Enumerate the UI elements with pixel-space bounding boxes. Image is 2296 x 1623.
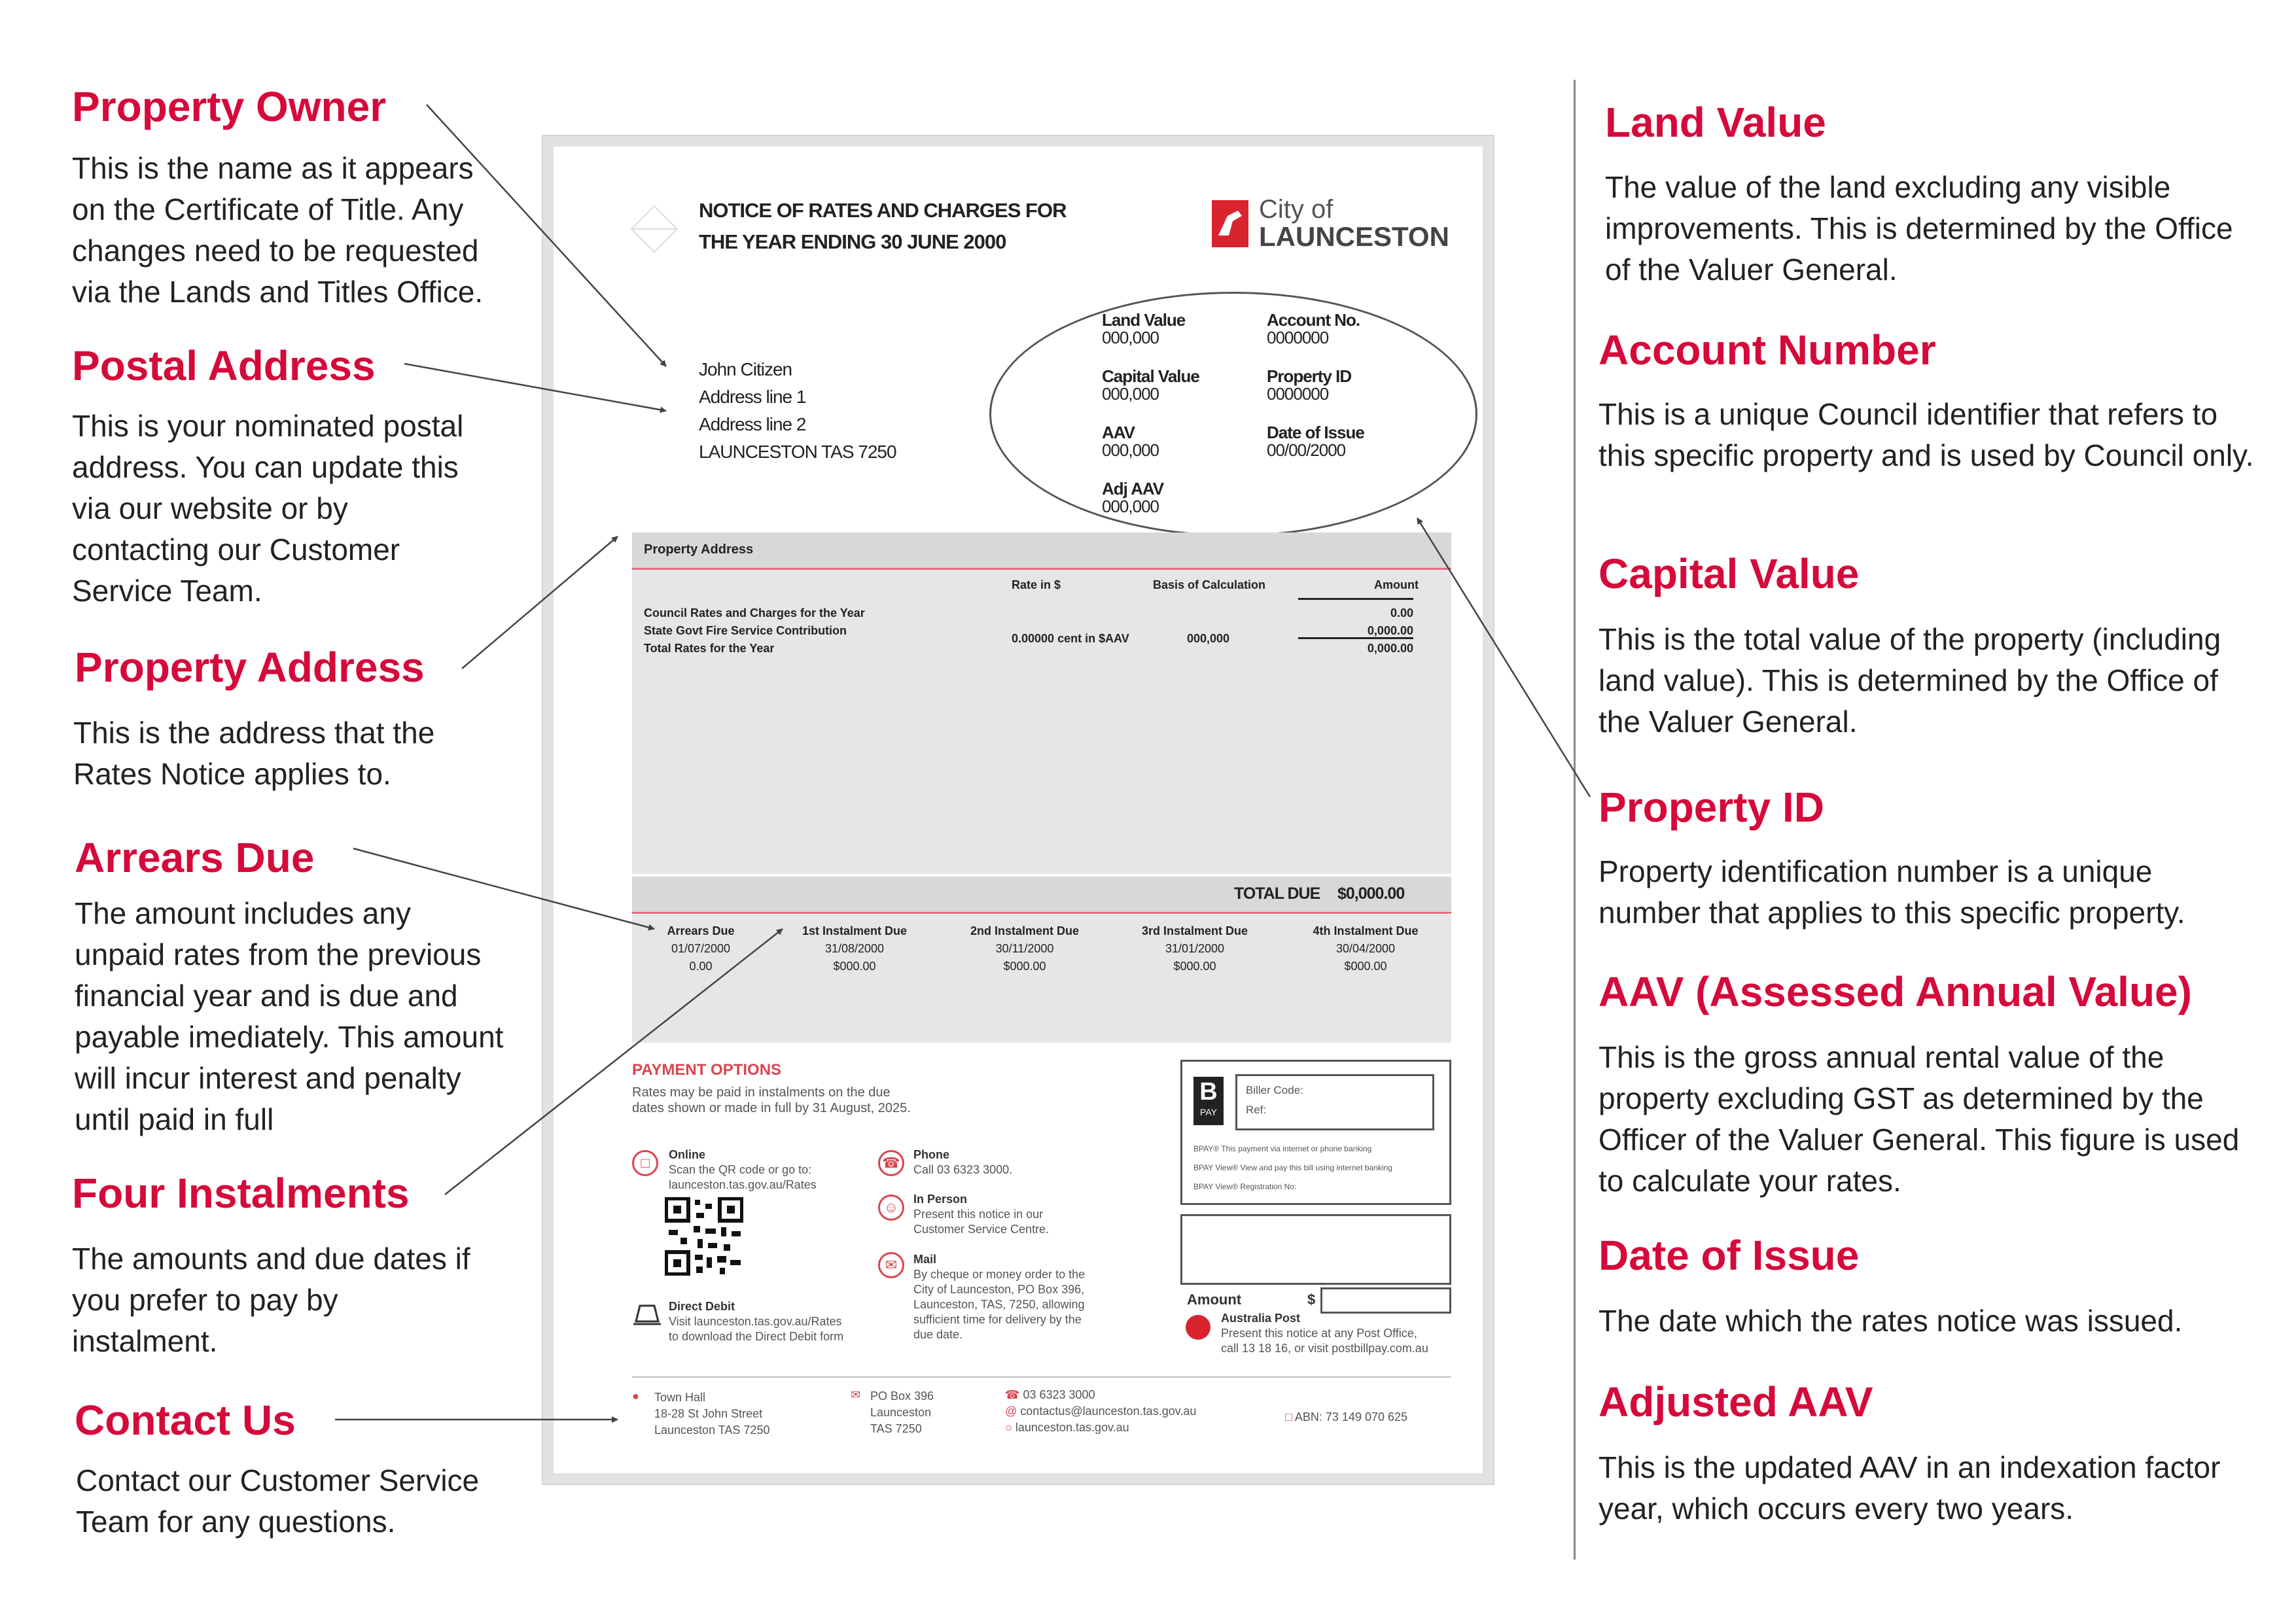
recipient-name: John Citizen <box>699 359 792 379</box>
instalment-label: 2nd Instalment Due <box>970 924 1080 937</box>
online-line1: Scan the QR code or go to: <box>669 1163 812 1176</box>
instalment-label: 1st Instalment Due <box>802 924 908 937</box>
online-icon: □ <box>632 1150 658 1176</box>
payment-intro-line2: dates shown or made in full by 31 August, 2025. <box>632 1101 911 1115</box>
annotation-body-date-of-issue: The date which the rates notice was issued. <box>1598 1304 2183 1338</box>
annotation-title-adjusted-aav: Adjusted AAV <box>1598 1378 1873 1425</box>
footer-townhall-line: Launceston TAS 7250 <box>654 1423 770 1437</box>
biller-code-label: Biller Code: <box>1246 1084 1303 1096</box>
document-icon: □ <box>1285 1410 1292 1423</box>
annotation-body-account-number: This is a unique Council identifier that refers to this specific property and is used by Council only. <box>1598 397 2254 472</box>
account-no-value: 0000000 <box>1267 328 1329 347</box>
mail-line: sufficient time for delivery by the <box>913 1313 1082 1326</box>
australia-post-title: Australia Post <box>1221 1312 1301 1325</box>
footer-pobox-line: Launceston <box>870 1406 932 1419</box>
date-of-issue-value: 00/00/2000 <box>1267 440 1346 460</box>
mail-line: City of Launceston, PO Box 396, <box>913 1283 1085 1296</box>
in-person-line2: Customer Service Centre. <box>913 1223 1050 1236</box>
col-rate-header: Rate in $ <box>1012 578 1061 591</box>
instalment-amount: $000.00 <box>1173 960 1216 973</box>
adj-aav-value: 000,000 <box>1102 497 1159 516</box>
annotation-body-arrears-due: The amount includes any unpaid rates from the previous financial year and is due and payable imediately. This amount will incur interest and penalty until paid in full <box>75 896 504 1136</box>
footer-phone[interactable]: 03 6323 3000 <box>1023 1388 1095 1401</box>
instalment-label: 3rd Instalment Due <box>1141 924 1248 937</box>
footer-email[interactable]: contactus@launceston.tas.gov.au <box>1020 1405 1197 1418</box>
annotation-title-aav: AAV (Assessed Annual Value) <box>1598 968 2192 1015</box>
footer-townhall-line: Town Hall <box>654 1391 706 1404</box>
instalment-date: 30/11/2000 <box>995 942 1054 955</box>
annotation-body-property-id: Property identification number is a unique number that applies to this specific property. <box>1598 854 2185 930</box>
annotation-title-property-owner: Property Owner <box>72 83 387 130</box>
capital-value-label: Capital Value <box>1102 366 1199 386</box>
payment-options-heading: PAYMENT OPTIONS <box>632 1061 782 1079</box>
instalment-label: 4th Instalment Due <box>1313 924 1419 937</box>
land-value-label: Land Value <box>1102 310 1186 330</box>
in-person-line1: Present this notice in our <box>913 1208 1044 1221</box>
bpay-info-line2: BPAY View® View and pay this bill using internet banking <box>1193 1163 1392 1172</box>
footer-townhall-line: 18-28 St John Street <box>654 1407 763 1420</box>
property-id-label: Property ID <box>1267 366 1352 386</box>
notice-title-line2: THE YEAR ENDING 30 JUNE 2000 <box>699 230 1006 253</box>
land-value: 000,000 <box>1102 328 1159 347</box>
amount-council: 0.00 <box>1390 606 1413 620</box>
arrow-four-instalments <box>445 929 783 1195</box>
amount-fire: 0,000.00 <box>1367 624 1413 637</box>
instalment-amount: 0.00 <box>689 960 713 973</box>
in-person-icon: ☺ <box>878 1195 904 1221</box>
instalment-amount: $000.00 <box>1003 960 1046 973</box>
property-id-value: 0000000 <box>1267 384 1329 404</box>
annotation-title-account-number: Account Number <box>1598 326 1936 374</box>
location-icon: ● <box>632 1389 639 1403</box>
mail-line: By cheque or money order to the <box>913 1268 1086 1281</box>
footer-website[interactable]: launceston.tas.gov.au <box>1015 1421 1129 1434</box>
annotation-title-contact-us: Contact Us <box>75 1397 296 1444</box>
rates-row-council: Council Rates and Charges for the Year <box>644 606 865 620</box>
amount-total: 0,000.00 <box>1367 642 1413 655</box>
annotation-body-postal-address: This is your nominated postal address. You can update this via our website or by contacting our Customer Service Team. <box>72 409 464 608</box>
footer-pobox-line: PO Box 396 <box>870 1389 934 1403</box>
email-icon: @ <box>1005 1405 1017 1418</box>
rates-row-total: Total Rates for the Year <box>644 642 775 655</box>
mail-line: Launceston, TAS, 7250, allowing <box>913 1298 1085 1311</box>
online-title: Online <box>669 1148 706 1161</box>
capital-value: 000,000 <box>1102 384 1159 404</box>
adj-aav-label: Adj AAV <box>1102 479 1164 498</box>
notice-title-line1: NOTICE OF RATES AND CHARGES FOR <box>699 199 1067 222</box>
bpay-info-line3: BPAY View® Registration No: <box>1193 1182 1297 1191</box>
instalment-date: 31/08/2000 <box>824 942 885 955</box>
annotation-title-land-value: Land Value <box>1605 99 1826 146</box>
aav-value: 000,000 <box>1102 440 1159 460</box>
annotation-title-date-of-issue: Date of Issue <box>1598 1232 1860 1279</box>
annotation-title-arrears-due: Arrears Due <box>75 834 315 881</box>
online-line2: launceston.tas.gov.au/Rates <box>669 1178 817 1191</box>
bpay-logo-text: PAY <box>1200 1107 1217 1117</box>
col-amount-header: Amount <box>1374 578 1419 591</box>
mail-icon: ✉ <box>878 1252 904 1278</box>
instalment-label: Arrears Due <box>667 924 735 937</box>
total-due-label: TOTAL DUE <box>1234 884 1320 903</box>
in-person-title: In Person <box>913 1193 968 1206</box>
col-basis-header: Basis of Calculation <box>1153 578 1266 591</box>
instalment-date: 31/01/2000 <box>1165 942 1225 955</box>
logo-city-of: City of <box>1259 195 1333 224</box>
annotation-title-postal-address: Postal Address <box>72 342 376 389</box>
arrow-property-id <box>1417 518 1590 797</box>
annotation-body-aav: This is the gross annual rental value of the property excluding GST as determined by the Officer of the Valuer General. This figure is used to calculate your rates. <box>1598 1040 2240 1198</box>
footer-pobox-line: TAS 7250 <box>870 1422 922 1435</box>
phone-icon: ☎ <box>878 1150 904 1176</box>
amount-label: Amount <box>1187 1291 1242 1308</box>
account-no-label: Account No. <box>1267 310 1360 330</box>
total-due-value: $0,000.00 <box>1337 884 1405 903</box>
recipient-address-line3: LAUNCESTON TAS 7250 <box>699 442 896 462</box>
aav-label: AAV <box>1102 423 1135 442</box>
annotation-body-capital-value: This is the total value of the property (including land value). This is determined by the Office of the Valuer General. <box>1598 622 2221 739</box>
mailbox-icon: ✉ <box>851 1388 861 1401</box>
annotation-body-land-value: The value of the land excluding any visible improvements. This is determined by the Office of the Valuer General. <box>1605 170 2233 287</box>
dollar-sign: $ <box>1307 1291 1316 1308</box>
direct-debit-line2: to download the Direct Debit form <box>669 1330 844 1343</box>
arrow-postal-address <box>404 364 666 411</box>
payment-intro-line1: Rates may be paid in instalments on the due <box>632 1085 891 1100</box>
direct-debit-line1: Visit launceston.tas.gov.au/Rates <box>669 1315 842 1328</box>
globe-icon: ○ <box>1005 1421 1012 1434</box>
annotation-body-adjusted-aav: This is the updated AAV in an indexation factor year, which occurs every two years. <box>1598 1450 2221 1526</box>
phone-small-icon: ☎ <box>1005 1388 1020 1401</box>
basis-value: 000,000 <box>1187 632 1230 645</box>
arrow-property-address <box>462 536 618 669</box>
date-of-issue-label: Date of Issue <box>1267 423 1364 442</box>
australia-post-line2: call 13 18 16, or visit postbillpay.com.au <box>1221 1342 1428 1355</box>
annotation-body-contact-us: Contact our Customer Service Team for any questions. <box>76 1463 480 1539</box>
annotation-body-property-owner: This is the name as it appears on the Certificate of Title. Any changes need to be requested via the Lands and Titles Office. <box>72 151 484 309</box>
mail-title: Mail <box>913 1253 937 1266</box>
mail-line: due date. <box>913 1328 963 1341</box>
abn-text: ABN: 73 149 070 625 <box>1294 1410 1408 1423</box>
instalment-amount: $000.00 <box>1344 960 1387 973</box>
recipient-address-line2: Address line 2 <box>699 414 806 434</box>
arrow-property-owner <box>427 105 666 366</box>
phone-title: Phone <box>913 1148 950 1161</box>
rates-row-fire: State Govt Fire Service Contribution <box>644 624 847 637</box>
recipient-address-line1: Address line 1 <box>699 387 806 407</box>
bpay-logo-icon: B PAY <box>1193 1077 1224 1125</box>
property-address-label: Property Address <box>644 542 754 557</box>
instalment-amount: $000.00 <box>833 960 876 973</box>
logo-launceston: LAUNCESTON <box>1259 221 1449 252</box>
annotation-title-property-id: Property ID <box>1598 784 1824 831</box>
instalment-date: 01/07/2000 <box>671 942 731 955</box>
instalment-date: 30/04/2000 <box>1335 942 1396 955</box>
arrow-arrears-due <box>353 848 654 929</box>
annotation-title-four-instalments: Four Instalments <box>72 1170 410 1217</box>
direct-debit-title: Direct Debit <box>669 1300 735 1313</box>
ref-label: Ref: <box>1246 1104 1267 1116</box>
rate-value: 0.00000 cent in $AAV <box>1012 632 1129 645</box>
annotation-title-capital-value: Capital Value <box>1598 550 1860 597</box>
annotation-body-four-instalments: The amounts and due dates if you prefer to pay by instalment. <box>72 1242 470 1358</box>
annotation-body-property-address: This is the address that the Rates Notice applies to. <box>73 716 435 791</box>
phone-line1: Call 03 6323 3000. <box>913 1163 1013 1176</box>
annotation-title-property-address: Property Address <box>75 644 425 691</box>
bpay-info-line1: BPAY® This payment via internet or phone banking <box>1193 1144 1372 1153</box>
australia-post-line1: Present this notice at any Post Office, <box>1221 1327 1417 1340</box>
